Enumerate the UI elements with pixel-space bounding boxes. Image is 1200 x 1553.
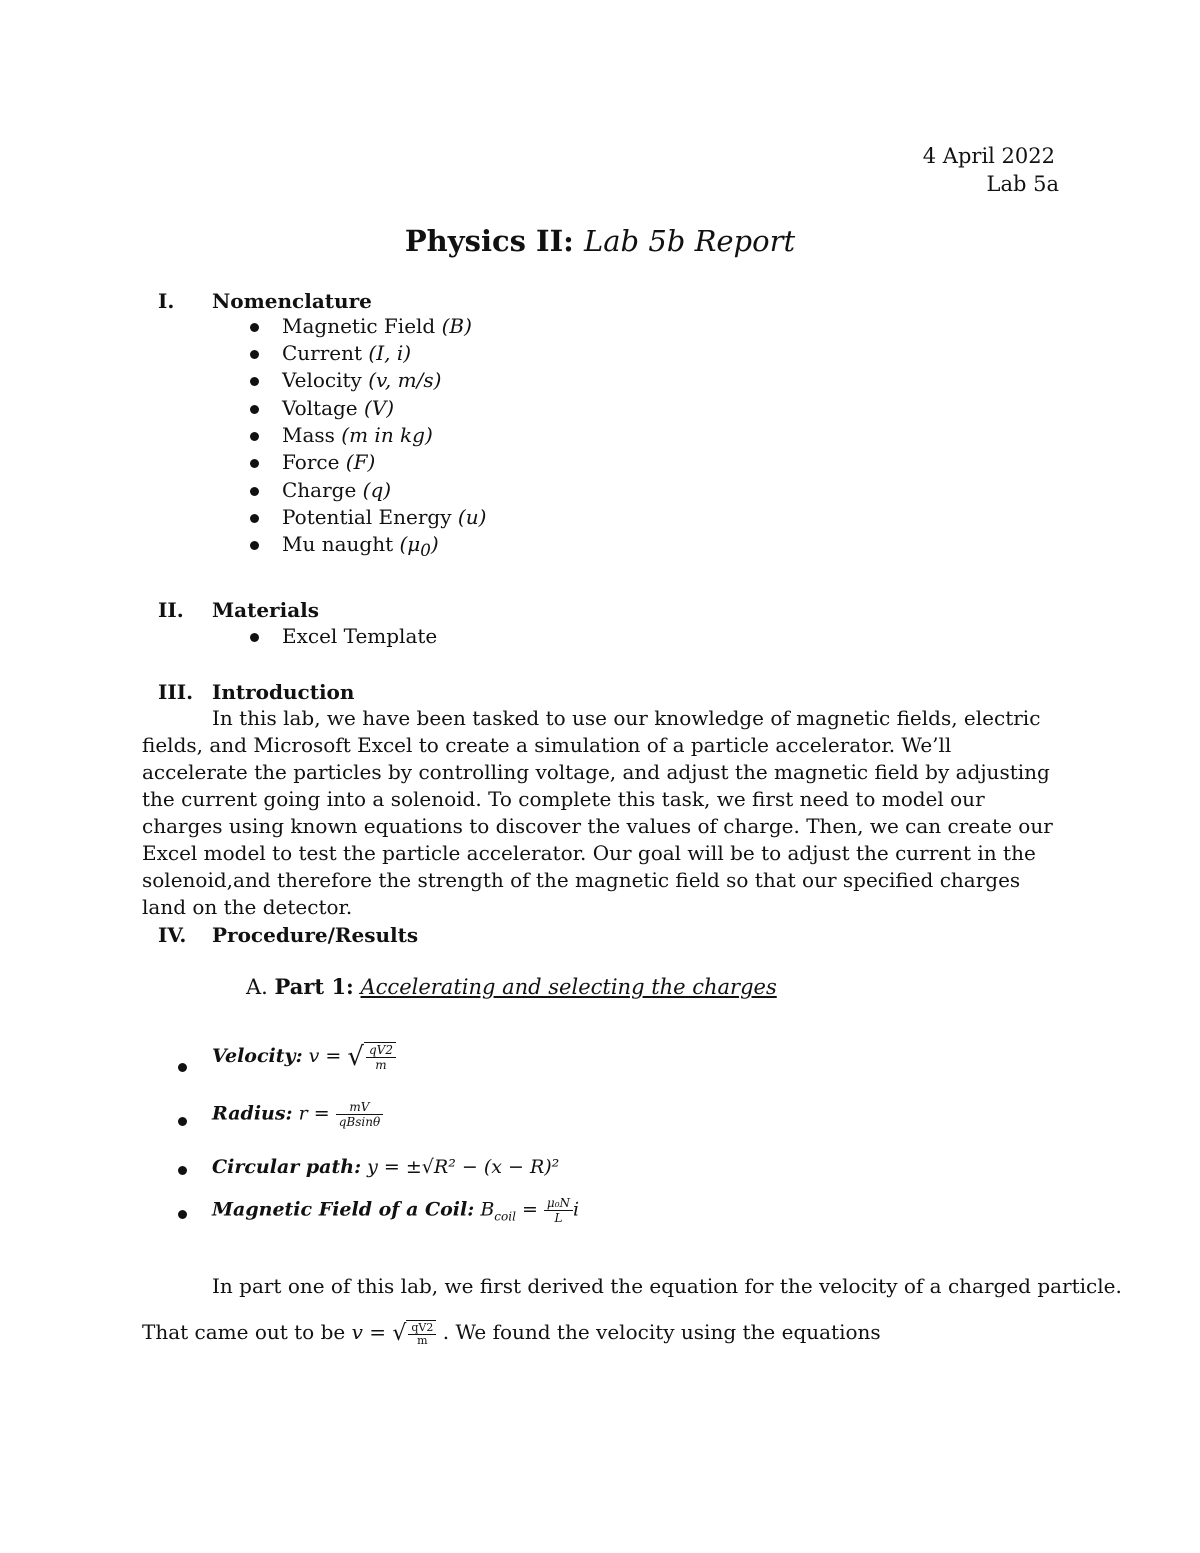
section-number: III. <box>158 680 194 704</box>
equation-magnetic-field-coil: Magnetic Field of a Coil: $B_{coil}$ = $\frac{\text{μ₀N}}{L}$ i <box>212 1196 580 1225</box>
lab-label: Lab 5a <box>986 172 1059 196</box>
equation-radius: Radius: r = $\frac{mV}{qBsin\theta}$ <box>212 1100 383 1129</box>
section-number: II. <box>158 598 184 622</box>
list-item: Current (I, i) <box>282 341 412 365</box>
section-title-nomenclature: Nomenclature <box>212 289 372 313</box>
equation-velocity: Velocity: v = √ $\frac{qV2}{m}$ <box>212 1042 396 1072</box>
list-item: Velocity (v, m/s) <box>282 368 442 392</box>
part-heading: A. Part 1: Accelerating and selecting the charges <box>246 974 777 999</box>
bullet-icon <box>250 541 259 550</box>
list-item: Excel Template <box>282 624 438 648</box>
title-bold: Physics II: <box>404 224 574 258</box>
section-number: I. <box>158 289 175 313</box>
section-title-introduction: Introduction <box>212 680 355 704</box>
list-item: Voltage (V) <box>282 396 395 420</box>
title-italic: Lab 5b Report <box>584 224 796 258</box>
bullet-icon <box>250 459 259 468</box>
bullet-icon <box>250 323 259 332</box>
section-title-materials: Materials <box>212 598 320 622</box>
bullet-icon <box>178 1210 187 1219</box>
report-date: 4 April 2022 <box>922 144 1055 168</box>
introduction-paragraph: In this lab, we have been tasked to use our knowledge of magnetic fields, electric fields, and Microsoft Excel to create a simulation of a particle accelerator. We’ll accelerate the particles by controlling voltage, and adjust the magnetic field by adjusting the current going into a solenoid. To complete this task, we first need to model our charges using known equations to discover the values of charge. Then, we can create our Excel model to test the particle accelerator. Our goal will be to adjust the current in the solenoid,and therefore the strength of the magnetic field so that our specified charges land on the detector. <box>142 706 1053 919</box>
list-item: Charge (q) <box>282 478 392 502</box>
bullet-icon <box>250 350 259 359</box>
bullet-icon <box>250 487 259 496</box>
equation-circular-path: Circular path: y = ±√R² − (x − R)² <box>212 1156 560 1178</box>
list-item: Force (F) <box>282 450 376 474</box>
list-item: Magnetic Field (B) <box>282 314 472 338</box>
bullet-icon <box>250 377 259 386</box>
bullet-icon <box>250 432 259 441</box>
body-text: That came out to be v = √ $\frac{qV2}{m}$ . We found the velocity using the equations <box>142 1320 881 1347</box>
list-item: Mu naught $(\mu_0)$ <box>282 532 439 560</box>
bullet-icon <box>250 633 259 642</box>
bullet-icon <box>178 1117 187 1126</box>
bullet-icon <box>178 1063 187 1072</box>
body-text: In part one of this lab, we first derived the equation for the velocity of a charged particle. <box>212 1274 1122 1298</box>
bullet-icon <box>250 405 259 414</box>
bullet-icon <box>250 514 259 523</box>
list-item: Potential Energy (u) <box>282 505 487 529</box>
list-item: Mass (m in kg) <box>282 423 433 447</box>
section-number: IV. <box>158 923 187 947</box>
bullet-icon <box>178 1166 187 1175</box>
section-title-procedure: Procedure/Results <box>212 923 419 947</box>
report-title <box>0 224 1200 258</box>
